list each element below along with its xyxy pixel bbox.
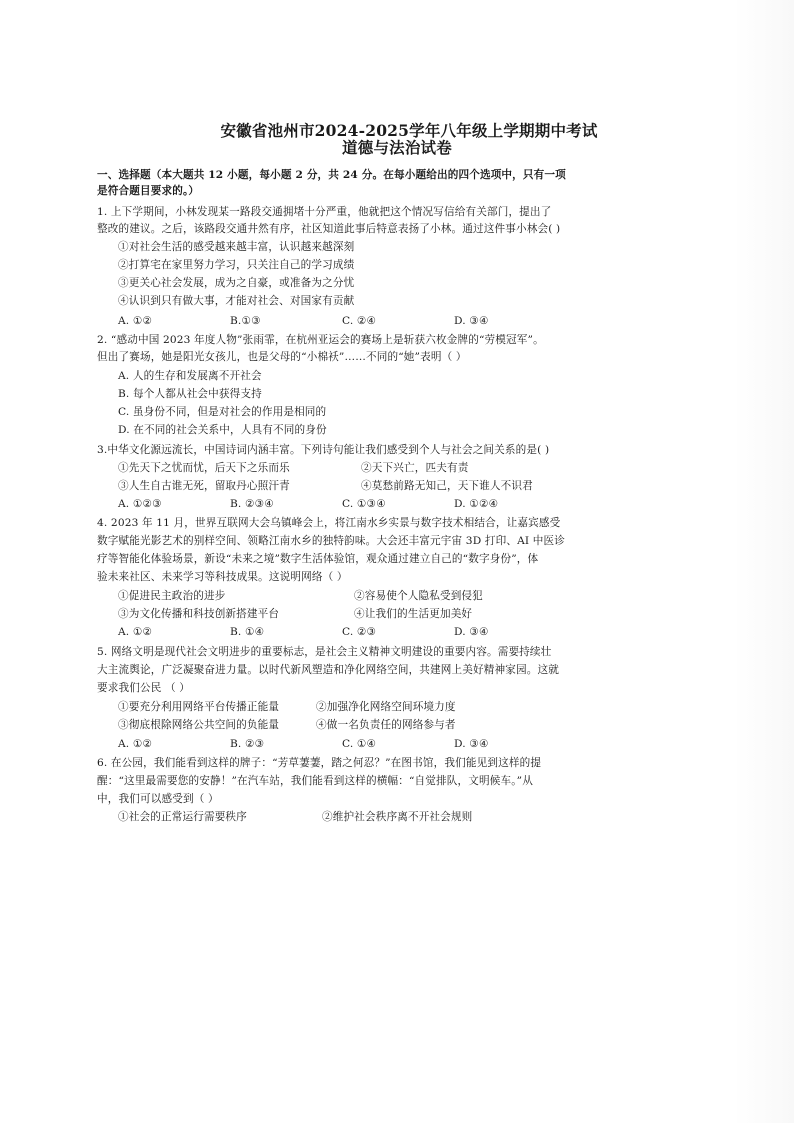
- q2-option-d[interactable]: D. 在不同的社会关系中，人具有不同的身份: [118, 424, 327, 436]
- q1-statement: ①对社会生活的感受越来越丰富，认识越来越深刻: [118, 241, 355, 253]
- q2-option-c[interactable]: C. 虽身份不同，但是对社会的作用是相同的: [118, 406, 327, 418]
- q4-option-c[interactable]: C. ②③: [342, 626, 377, 638]
- q2-option-b[interactable]: B. 每个人都从社会中获得支持: [118, 388, 262, 400]
- q3-option-a[interactable]: A. ①②③: [118, 498, 162, 510]
- q5-statement: ④做一名负责任的网络参与者: [316, 719, 456, 731]
- q1-stem-line: 整改的建议。之后，该路段交通井然有序，社区知道此事后特意表扬了小林。通过这件事小林会( ): [97, 223, 561, 235]
- scan-edge-shade: [734, 0, 794, 1123]
- q3-option-b[interactable]: B. ②③④: [230, 498, 274, 510]
- q5-option-d[interactable]: D. ③④: [454, 738, 489, 750]
- q1-option-d[interactable]: D. ③④: [454, 315, 489, 327]
- q5-option-c[interactable]: C. ①④: [342, 738, 377, 750]
- q5-stem-line: 大主流舆论，广泛凝聚奋进力量。以时代新风塑造和净化网络空间，共建网上美好精神家园。这就: [97, 664, 559, 676]
- q6-statement: ①社会的正常运行需要秩序: [118, 811, 247, 823]
- q4-statement: ②容易使个人隐私受到侵犯: [354, 590, 483, 602]
- q4-stem-line: 数字赋能光影艺术的别样空间、领略江南水乡的独特韵味。大会还丰富元宇宙 3D 打印、AI 中医诊: [97, 535, 565, 547]
- section-heading: 一、选择题（本大题共 12 小题，每小题 2 分，共 24 分。在每小题给出的四个选项中，只有一项: [97, 169, 566, 181]
- q4-option-a[interactable]: A. ①②: [118, 626, 153, 638]
- q1-option-b[interactable]: B.①③: [230, 315, 261, 327]
- q1-statement: ③更关心社会发展，成为之自豪，或准备为之分忧: [118, 277, 355, 289]
- q4-statement: ①促进民主政治的进步: [118, 590, 226, 602]
- q2-option-a[interactable]: A. 人的生存和发展离不开社会: [118, 370, 262, 382]
- q5-option-a[interactable]: A. ①②: [118, 738, 153, 750]
- q4-stem-line: 验未来社区、未来学习等科技成果。这说明网络（ ）: [97, 571, 348, 583]
- q3-statement: ④莫愁前路无知己，天下谁人不识君: [361, 480, 533, 492]
- q3-statement: ②天下兴亡，匹夫有责: [361, 462, 469, 474]
- exam-subject-title: 道德与法治试卷: [342, 138, 452, 157]
- q4-stem-line: 疗等智能化体验场景，新设“未来之境”数字生活体验馆，观众通过建立自己的“数字身份”，体: [97, 553, 539, 565]
- q3-option-d[interactable]: D. ①②④: [454, 498, 499, 510]
- q3-option-c[interactable]: C. ①③④: [342, 498, 386, 510]
- q6-stem-line: 6. 在公园，我们能看到这样的牌子：“芳草萋萋，踏之何忍？”在图书馆，我们能见到这样的提: [97, 757, 542, 769]
- q1-option-a[interactable]: A. ①②: [118, 315, 153, 327]
- q5-option-b[interactable]: B. ②③: [230, 738, 265, 750]
- q6-stem-line: 中，我们可以感受到（ ）: [97, 793, 219, 805]
- q4-statement: ③为文化传播和科技创新搭建平台: [118, 608, 280, 620]
- q3-statement: ①先天下之忧而忧，后天下之乐而乐: [118, 462, 290, 474]
- q6-stem-line: 醒：“这里最需要您的安静！”在汽车站，我们能看到这样的横幅：“自觉排队，文明候车。”从: [97, 775, 533, 787]
- q5-stem-line: 5. 网络文明是现代社会文明进步的重要标志，是社会主义精神文明建设的重要内容。需要持续壮: [97, 646, 552, 658]
- q4-option-b[interactable]: B. ①④: [230, 626, 265, 638]
- q5-statement: ①要充分利用网络平台传播正能量: [118, 701, 280, 713]
- exam-title: 安徽省池州市2024-2025学年八年级上学期期中考试: [220, 121, 598, 140]
- q4-option-d[interactable]: D. ③④: [454, 626, 489, 638]
- q1-statement: ④认识到只有做大事，才能对社会、对国家有贡献: [118, 295, 355, 307]
- q3-stem-line: 3.中华文化源远流长，中国诗词内涵丰富。下列诗句能让我们感受到个人与社会之间关系的是( ): [97, 444, 550, 456]
- q1-option-c[interactable]: C. ②④: [342, 315, 377, 327]
- q3-statement: ③人生自古谁无死，留取丹心照汗青: [118, 480, 290, 492]
- q4-statement: ④让我们的生活更加美好: [354, 608, 473, 620]
- q2-stem-line: 但出了赛场，她是阳光女孩儿，也是父母的“小棉袄”……不同的“她”表明（ ）: [97, 351, 467, 363]
- q2-stem-line: 2. “感动中国 2023 年度人物”张雨霏，在杭州亚运会的赛场上是斩获六枚金牌的“劳模冠军”。: [97, 334, 544, 346]
- section-heading-cont: 是符合题目要求的。）: [97, 185, 200, 197]
- q6-statement: ②维护社会秩序离不开社会规则: [322, 811, 473, 823]
- q1-statement: ②打算宅在家里努力学习，只关注自己的学习成绩: [118, 259, 355, 271]
- q5-stem-line: 要求我们公民 （ ）: [97, 682, 190, 694]
- q5-statement: ②加强净化网络空间环境力度: [316, 701, 456, 713]
- q4-stem-line: 4. 2023 年 11 月，世界互联网大会乌镇峰会上，将江南水乡实景与数字技术相结合，让嘉宾感受: [97, 517, 561, 529]
- q5-statement: ③彻底根除网络公共空间的负能量: [118, 719, 280, 731]
- q1-stem-line: 1. 上下学期间，小林发现某一路段交通拥堵十分严重，他就把这个情况写信给有关部门，提出了: [97, 206, 552, 218]
